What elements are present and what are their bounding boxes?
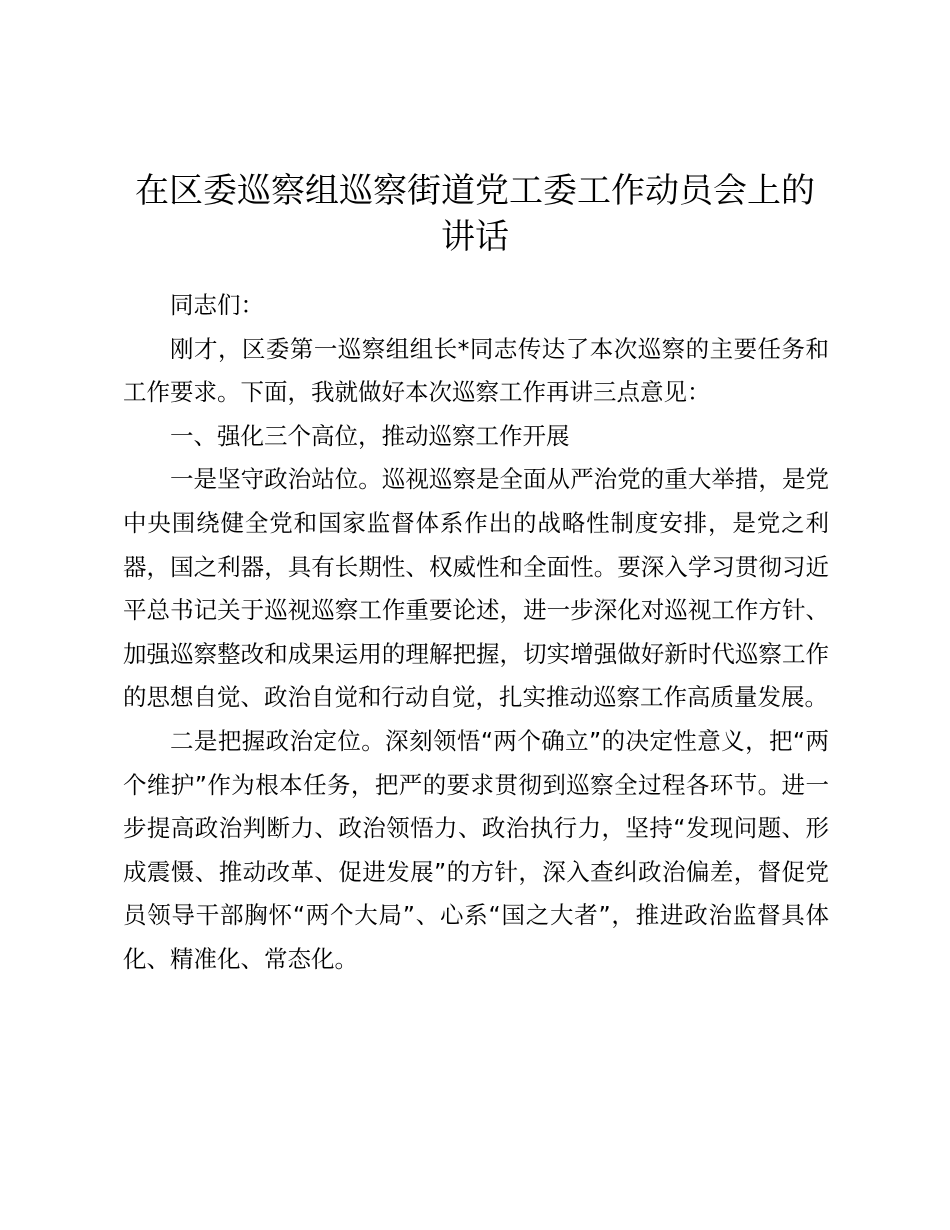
intro-paragraph: 刚才，区委第一巡察组组长*同志传达了本次巡察的主要任务和工作要求。下面，我就做好本次巡察工作再讲三点意见： xyxy=(123,334,829,407)
document-body xyxy=(123,284,829,982)
point-two-paragraph: 二是把握政治定位。深刻领悟“两个确立”的决定性意义，把“两个维护”作为根本任务，把严的要求贯彻到巡察全过程各环节。进一步提高政治判断力、政治领悟力、政治执行力，坚持“发现问题、形成震慑、推动改革、促进发展”的方针，深入查纠政治偏差，督促党员领导干部胸怀“两个大局”、心系“国之大者”，推进政治监督具体化、精准化、常态化。 xyxy=(123,726,829,973)
salutation-paragraph: 同志们： xyxy=(170,291,264,319)
document-title: 在区委巡察组巡察街道党工委工作动员会上的讲话 xyxy=(135,171,815,257)
section-heading: 一、强化三个高位，推动巡察工作开展 xyxy=(170,421,570,450)
point-one-paragraph: 一是坚守政治站位。巡视巡察是全面从严治党的重大举措，是党中央围绕健全党和国家监督体系作出的战略性制度安排，是党之利器，国之利器，具有长期性、权威性和全面性。要深入学习贯彻习近平总书记关于巡视巡察工作重要论述，进一步深化对巡视工作方针、加强巡察整改和成果运用的理解把握，切实增强做好新时代巡察工作的思想自觉、政治自觉和行动自觉，扎实推动巡察工作高质量发展。 xyxy=(123,465,829,712)
